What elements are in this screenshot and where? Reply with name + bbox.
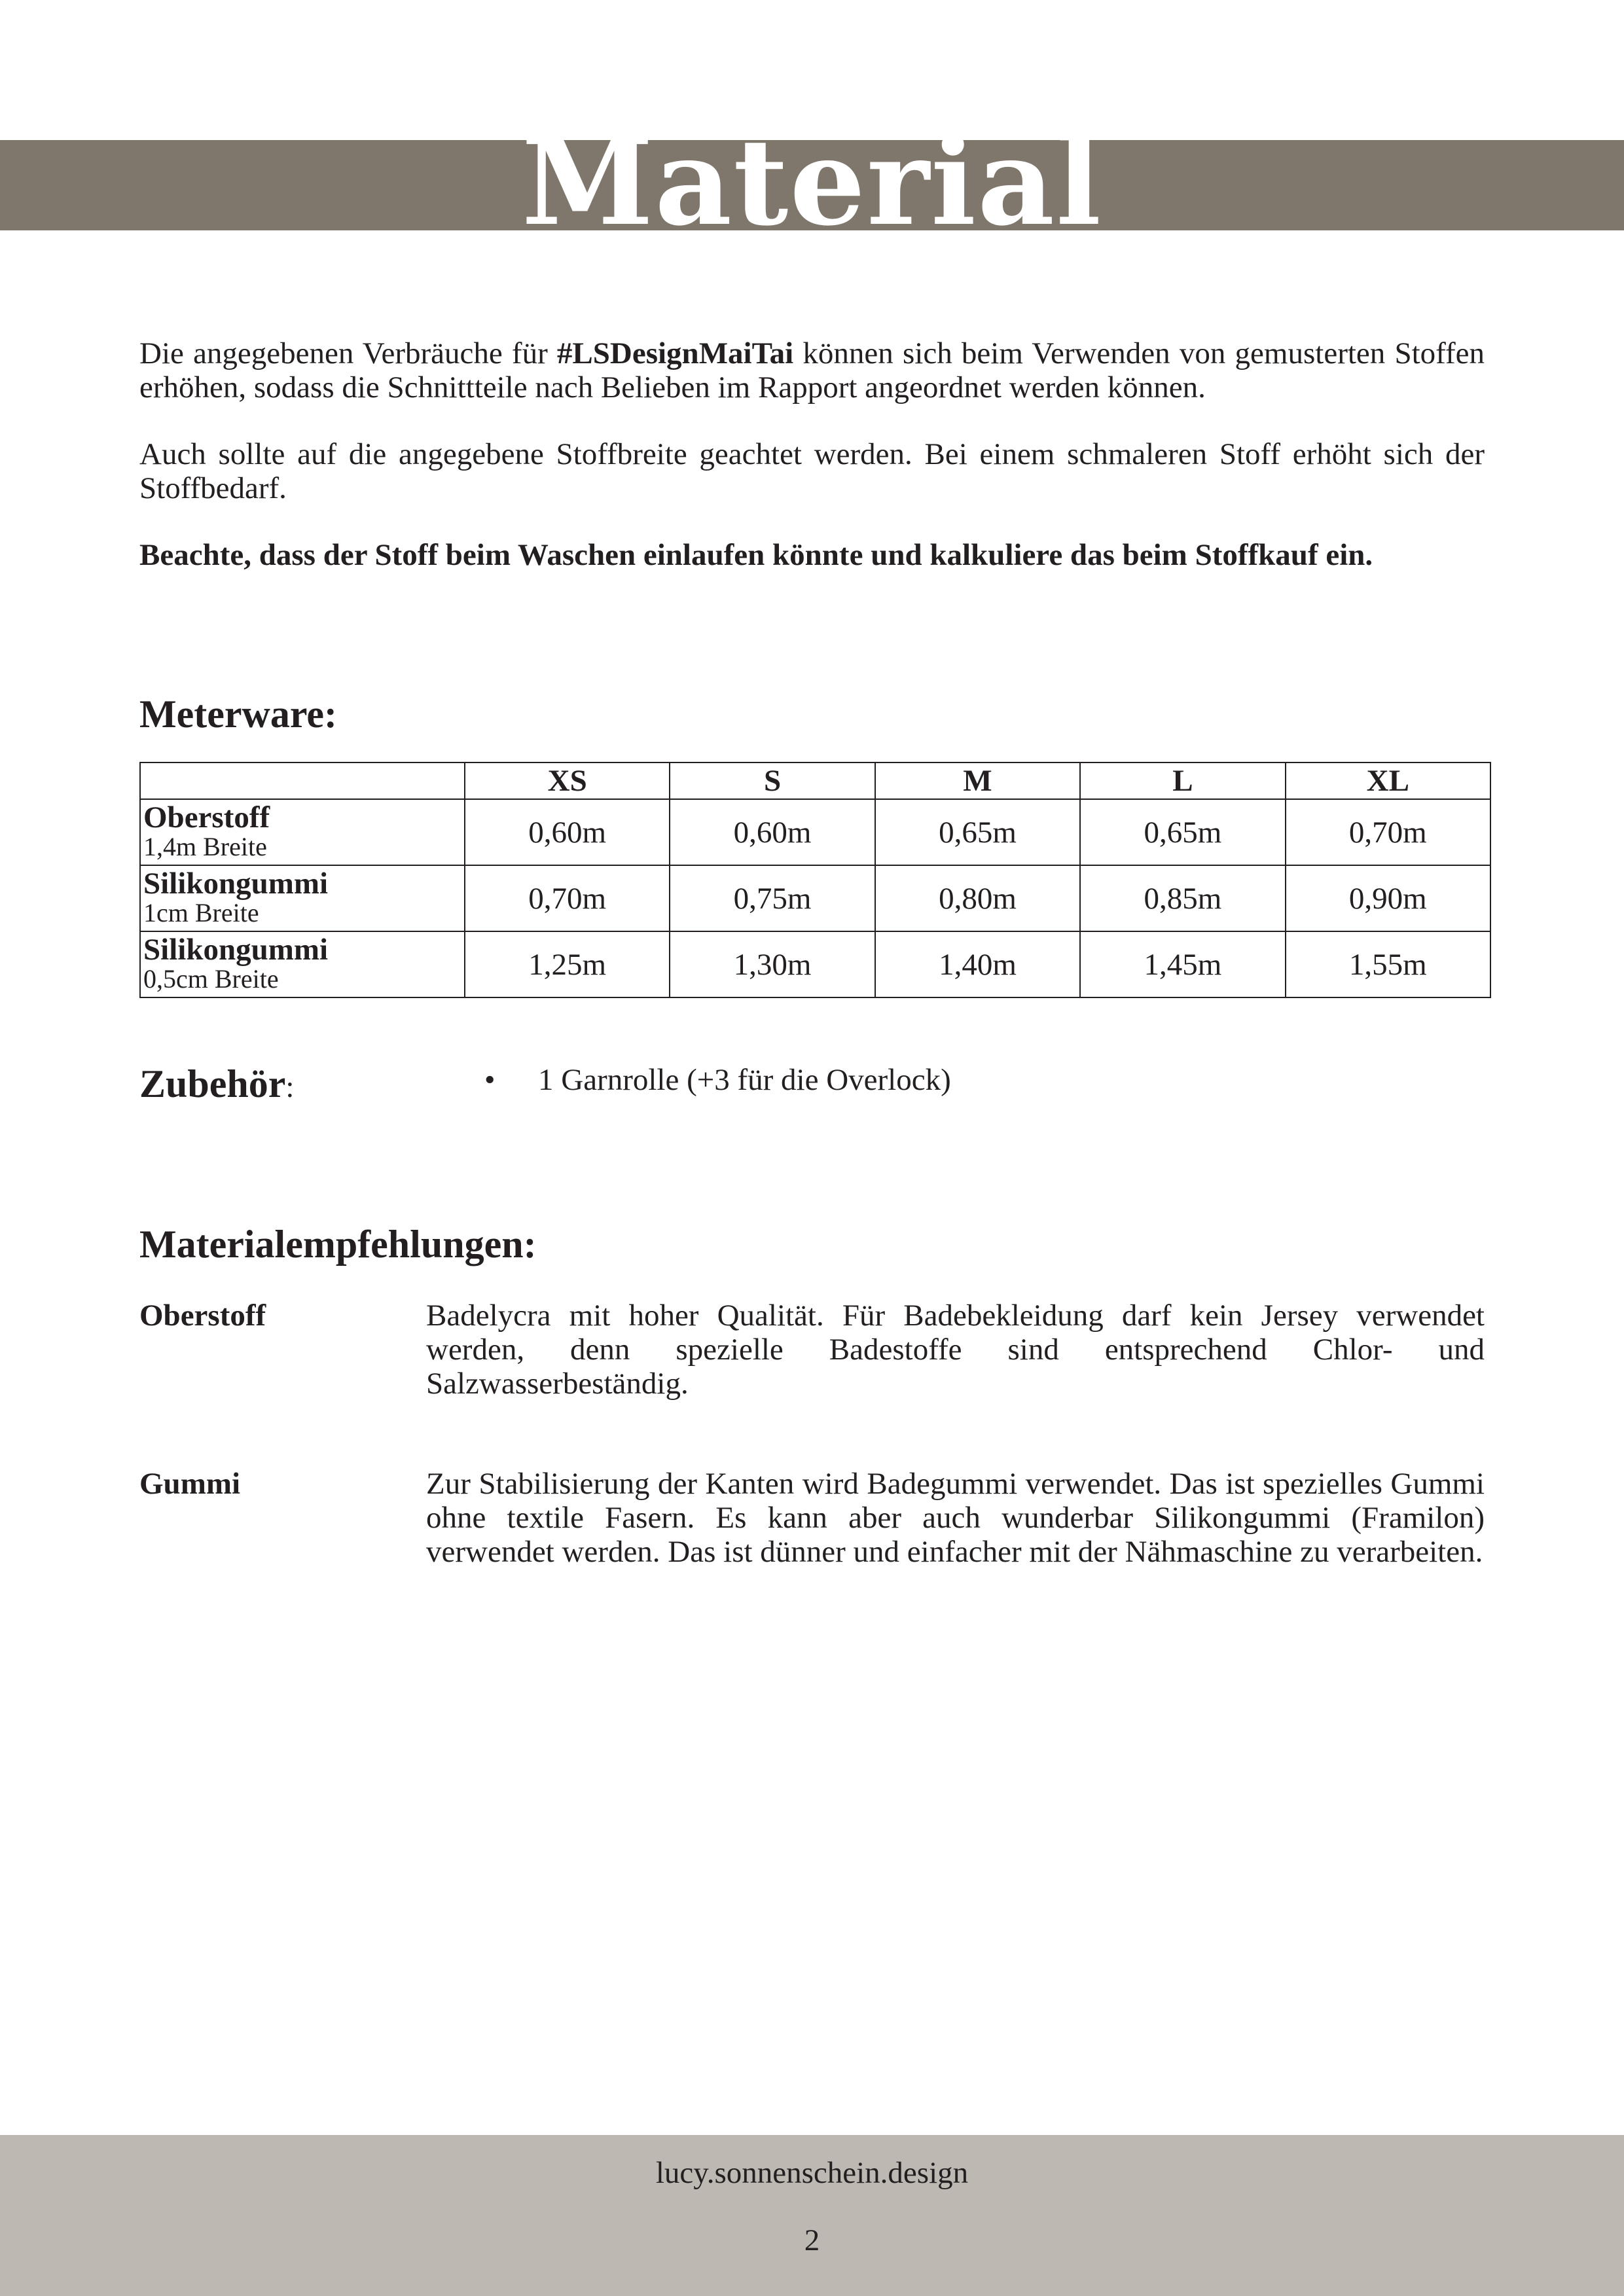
table-cell: 0,70m [1286,799,1490,865]
zubehoer-heading-text: Zubehör [139,1062,286,1105]
recommendation-label: Oberstoff [139,1299,266,1333]
empfehlungen-heading: Materialempfehlungen: [139,1223,537,1266]
table-cell: 1,30m [670,931,875,997]
recommendation-text: Badelycra mit hoher Qualität. Für Badebekleidung darf kein Jersey verwendet werden, denn spezielle Badestoffe sind entsprechend Chlor- und Salzwasserbeständig. [426,1299,1485,1401]
intro-text-start: Die angegebenen Verbräuche für [139,336,557,370]
row-material-width: 0,5cm Breite [143,964,279,994]
intro-paragraph-2: Auch sollte auf die angegebene Stoffbreite geachtet werden. Bei einem schmaleren Stoff erhöht sich der Stoffbedarf. [139,437,1485,505]
size-header: XL [1286,762,1490,799]
intro-note: Beachte, dass der Stoff beim Waschen einlaufen könnte und kalkuliere das beim Stoffkauf ein. [139,538,1373,572]
page-number: 2 [804,2223,820,2257]
row-label [140,931,465,997]
footer-website: lucy.sonnenschein.design [655,2156,969,2190]
size-header: L [1080,762,1285,799]
table-cell: 1,40m [875,931,1080,997]
zubehoer-item-text: 1 Garnrolle (+3 für die Overlock) [538,1063,951,1097]
table-cell: 0,90m [1286,865,1490,931]
table-cell: 0,65m [1080,799,1285,865]
row-material-name: Silikongummi [143,867,329,901]
zubehoer-heading [139,1061,294,1110]
row-material-width: 1cm Breite [143,898,259,927]
meterware-table [139,762,1491,998]
table-cell: 0,75m [670,865,875,931]
table-cell: 0,65m [875,799,1080,865]
row-material-width: 1,4m Breite [143,832,267,861]
row-material-name: Silikongummi [143,933,329,967]
zubehoer-heading-colon: : [285,1070,295,1104]
table-cell: 1,25m [465,931,670,997]
recommendation-label: Gummi [139,1467,241,1501]
zubehoer-list-item [484,1062,951,1098]
intro-paragraph-1 [139,336,1485,404]
size-header: XS [465,762,670,799]
table-cell: 0,60m [465,799,670,865]
table-cell: 0,70m [465,865,670,931]
recommendation-text: Zur Stabilisierung der Kanten wird Badegummi verwendet. Das ist spezielles Gummi ohne textile Fasern. Es kann aber auch wunderbar Silikongummi (Framilon) verwendet werden. Das ist dünner und einfacher mit der Nähmaschine zu verarbeiten. [426,1467,1485,1569]
bullet-icon: • [484,1063,496,1097]
page-title: Material [521,118,1103,236]
intro-text-end: können sich beim Verwenden von gemusterten Stoffen erhöhen, sodass die Schnittteile nach Belieben im Rapport angeordnet werden können. [139,336,1485,404]
table-corner-cell [140,762,465,799]
table-row [140,865,1490,931]
hashtag: #LSDesignMaiTai [556,336,794,370]
table-cell: 1,45m [1080,931,1285,997]
size-header: M [875,762,1080,799]
row-material-name: Oberstoff [143,800,270,834]
table-row [140,799,1490,865]
table-header-row [140,762,1490,799]
meterware-heading: Meterware: [139,692,337,736]
table-row [140,931,1490,997]
table-cell: 0,80m [875,865,1080,931]
size-header: S [670,762,875,799]
row-label [140,799,465,865]
table-cell: 1,55m [1286,931,1490,997]
table-cell: 0,60m [670,799,875,865]
row-label [140,865,465,931]
table-cell: 0,85m [1080,865,1285,931]
